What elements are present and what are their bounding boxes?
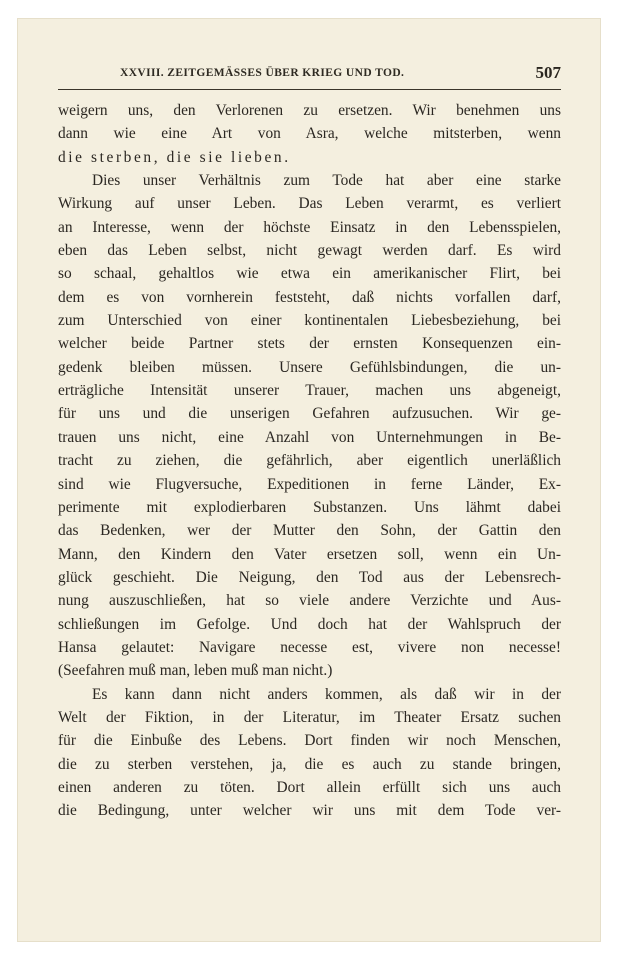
text-line: für die Einbuße des Lebens. Dort finden wir noch Menschen,	[58, 732, 561, 750]
text-line: weigern uns, den Verlorenen zu ersetzen. Wir benehmen uns	[58, 102, 561, 119]
text-line: gedenk bleiben müssen. Unsere Gefühlsbindungen, die un-	[58, 358, 561, 376]
running-header	[58, 63, 561, 90]
text-line: Welt der Fiktion, in der Literatur, im Theater Ersatz suchen	[58, 708, 561, 726]
text-line: Mann, den Kindern den Vater ersetzen soll, wenn ein Un-	[58, 545, 561, 563]
text-line: sind wie Flugversuche, Expeditionen in ferne Länder, Ex-	[58, 475, 561, 493]
text-line: die Bedingung, unter welcher wir uns mit dem Tode ver-	[58, 802, 561, 820]
text-line: für uns und die unserigen Gefahren aufzusuchen. Wir ge-	[58, 405, 561, 423]
paragraph-start-line: Dies unser Verhältnis zum Tode hat aber eine starke	[92, 172, 561, 190]
text-line: einen anderen zu töten. Dort allein erfüllt sich uns auch	[58, 778, 561, 796]
text-line: an Interesse, wenn der höchste Einsatz in den Lebensspielen,	[58, 218, 561, 236]
text-line: schließungen im Gefolge. Und doch hat der Wahlspruch der	[58, 615, 561, 633]
text-line: das Bedenken, wer der Mutter den Sohn, der Gattin den	[58, 522, 561, 540]
text-line: trauen uns nicht, eine Anzahl von Unternehmungen in Be-	[58, 428, 561, 446]
text-line: welcher beide Partner stets der ernsten Konsequenzen ein-	[58, 335, 561, 353]
text-line: dem es von vornherein feststeht, daß nichts vorfallen darf,	[58, 288, 561, 306]
text-line: perimente mit explodierbaren Substanzen. Uns lähmt dabei	[58, 498, 561, 516]
text-line: glück geschieht. Die Neigung, den Tod aus der Lebensrech-	[58, 568, 561, 586]
text-line: eben das Leben selbst, nicht gewagt werden darf. Es wird	[58, 242, 561, 260]
text-line: tracht zu ziehen, die gefährlich, aber eigentlich unerläßlich	[58, 452, 561, 470]
text-line: die zu sterben verstehen, ja, die es auch zu stande bringen,	[58, 755, 561, 773]
text-line: erträgliche Intensität unserer Trauer, machen uns abgeneigt,	[58, 382, 561, 400]
text-line: dann wie eine Art von Asra, welche mitsterben, wenn	[58, 125, 561, 143]
body-text	[58, 99, 561, 823]
page-number: 507	[535, 63, 561, 82]
text-line: die sterben, die sie lieben.	[58, 148, 291, 166]
paragraph-start-line: Es kann dann nicht anders kommen, als daß wir in der	[92, 685, 561, 703]
text-line: (Seefahren muß man, leben muß man nicht.)	[58, 662, 333, 680]
text-line: Wirkung auf unser Leben. Das Leben verarmt, es verliert	[58, 195, 561, 213]
text-line: zum Unterschied von einer kontinentalen Liebesbeziehung, bei	[58, 312, 561, 330]
book-page	[17, 18, 601, 942]
text-line: Hansa gelautet: Navigare necesse est, vivere non necesse!	[58, 638, 561, 656]
text-line: so schaal, gehaltlos wie etwa ein amerikanischer Flirt, bei	[58, 265, 561, 283]
text-line: nung auszuschließen, hat so viele andere Verzichte und Aus-	[58, 592, 561, 610]
running-title: XXVIII. ZEITGEMÄSSES ÜBER KRIEG UND TOD.	[120, 67, 405, 79]
